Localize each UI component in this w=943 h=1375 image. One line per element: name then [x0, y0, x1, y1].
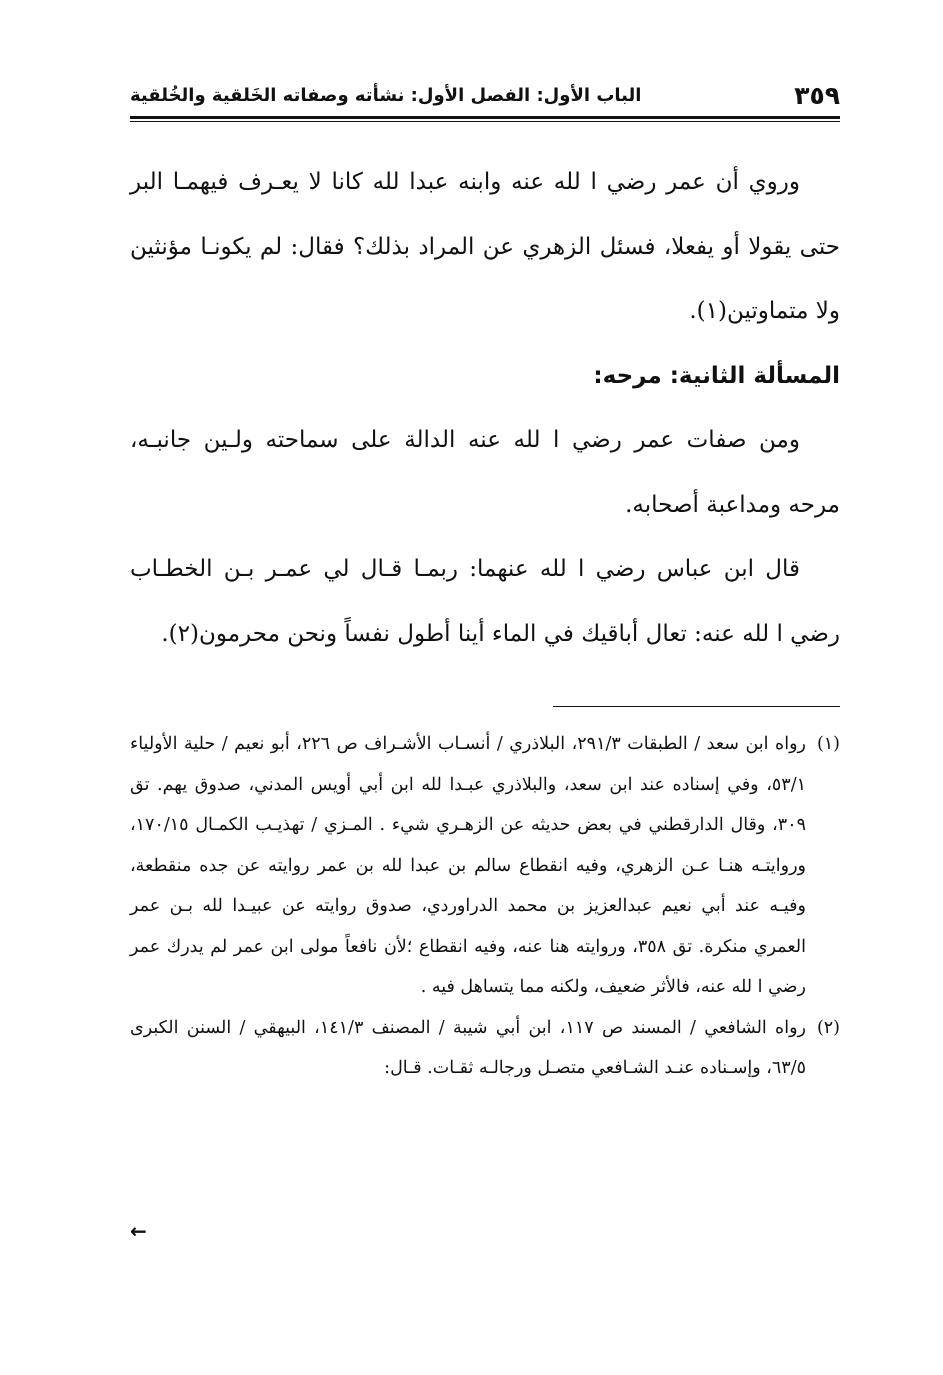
header-rule-thin	[130, 121, 840, 122]
paragraph-2: ومن صفات عمر رضي ا لله عنه الدالة على سماحته ولـين جانبـه، مرحه ومداعبة أصحابه.	[130, 427, 840, 518]
section-heading: المسألة الثانية: مرحه:	[593, 362, 840, 389]
continuation-arrow-icon: ←	[130, 1219, 147, 1243]
page-number: ٣٥٩	[794, 81, 840, 110]
footnote-text: رواه الشافعي / المسند ص ١١٧، ابن أبي شيبة / المصنف ١٤١/٣، البيهقي / السنن الكبرى ٦٣/٥، وإسـناده عنـد الشـافعي متصـل ورجالـه ثقـات. قـال:	[130, 1017, 806, 1078]
footnotes	[130, 724, 840, 1089]
footnote-number: (٢)	[816, 1017, 840, 1038]
footnote-2	[130, 1008, 840, 1089]
footnote-1	[130, 724, 840, 1008]
paragraph-1: وروي أن عمر رضي ا لله عنه وابنه عبدا لله كانا لا يعـرف فيهمـا البر حتى يقولا أو يفعلا، فسئل الزهري عن المراد بذلك؟ فقال: لم يكونـا مؤنثين ولا متماوتين(١).	[130, 169, 840, 324]
running-title: الباب الأول: الفصل الأول: نشأته وصفاته الخَلقية والخُلقية	[130, 85, 642, 106]
page-header	[130, 78, 840, 114]
main-text	[130, 150, 840, 666]
footnote-number: (١)	[816, 734, 840, 754]
footnote-separator	[553, 706, 840, 707]
paragraph-3: قال ابن عباس رضي ا لله عنهما: ربمـا قـال لي عمـر بـن الخطـاب رضي ا لله عنه: تعال أباقيك في الماء أينا أطول نفساً ونحن محرمون(٢).	[130, 556, 840, 647]
footnote-text: رواه ابن سعد / الطبقات ٢٩١/٣، البلاذري / أنسـاب الأشـراف ص ٢٢٦، أبو نعيم / حلية الأولياء ٥٣/١، وفي إسناده عند ابن سعد، والبلاذري عبـدا لله ابن أبي أويس المدني، صدوق يهم. تق ٣٠٩، وقال الدارقطني في بعض حديثه عن الزهـري شيء . المـزي / تهذيـب الكمـال ١٧٠/١٥، وروايتـه هنـا عـن الزهري، وفيه انقطاع سالم بن عبدا لله بن عمر روايته عن جده منقطعة، وفيـه عند أبي نعيم عبدالعزيز بن محمد الدراوردي، صدوق روايته عن عبيـدا لله بـن عمر العمري منكرة. تق ٣٥٨، وروايته هنا عنه، وفيه انقطاع ؛لأن نافعاً مولى ابن عمر لم يدرك عمر رضي ا لله عنه، فالأثر ضعيف، ولكنه مما يتساهل فيه .	[130, 734, 807, 997]
header-rule	[130, 116, 840, 119]
